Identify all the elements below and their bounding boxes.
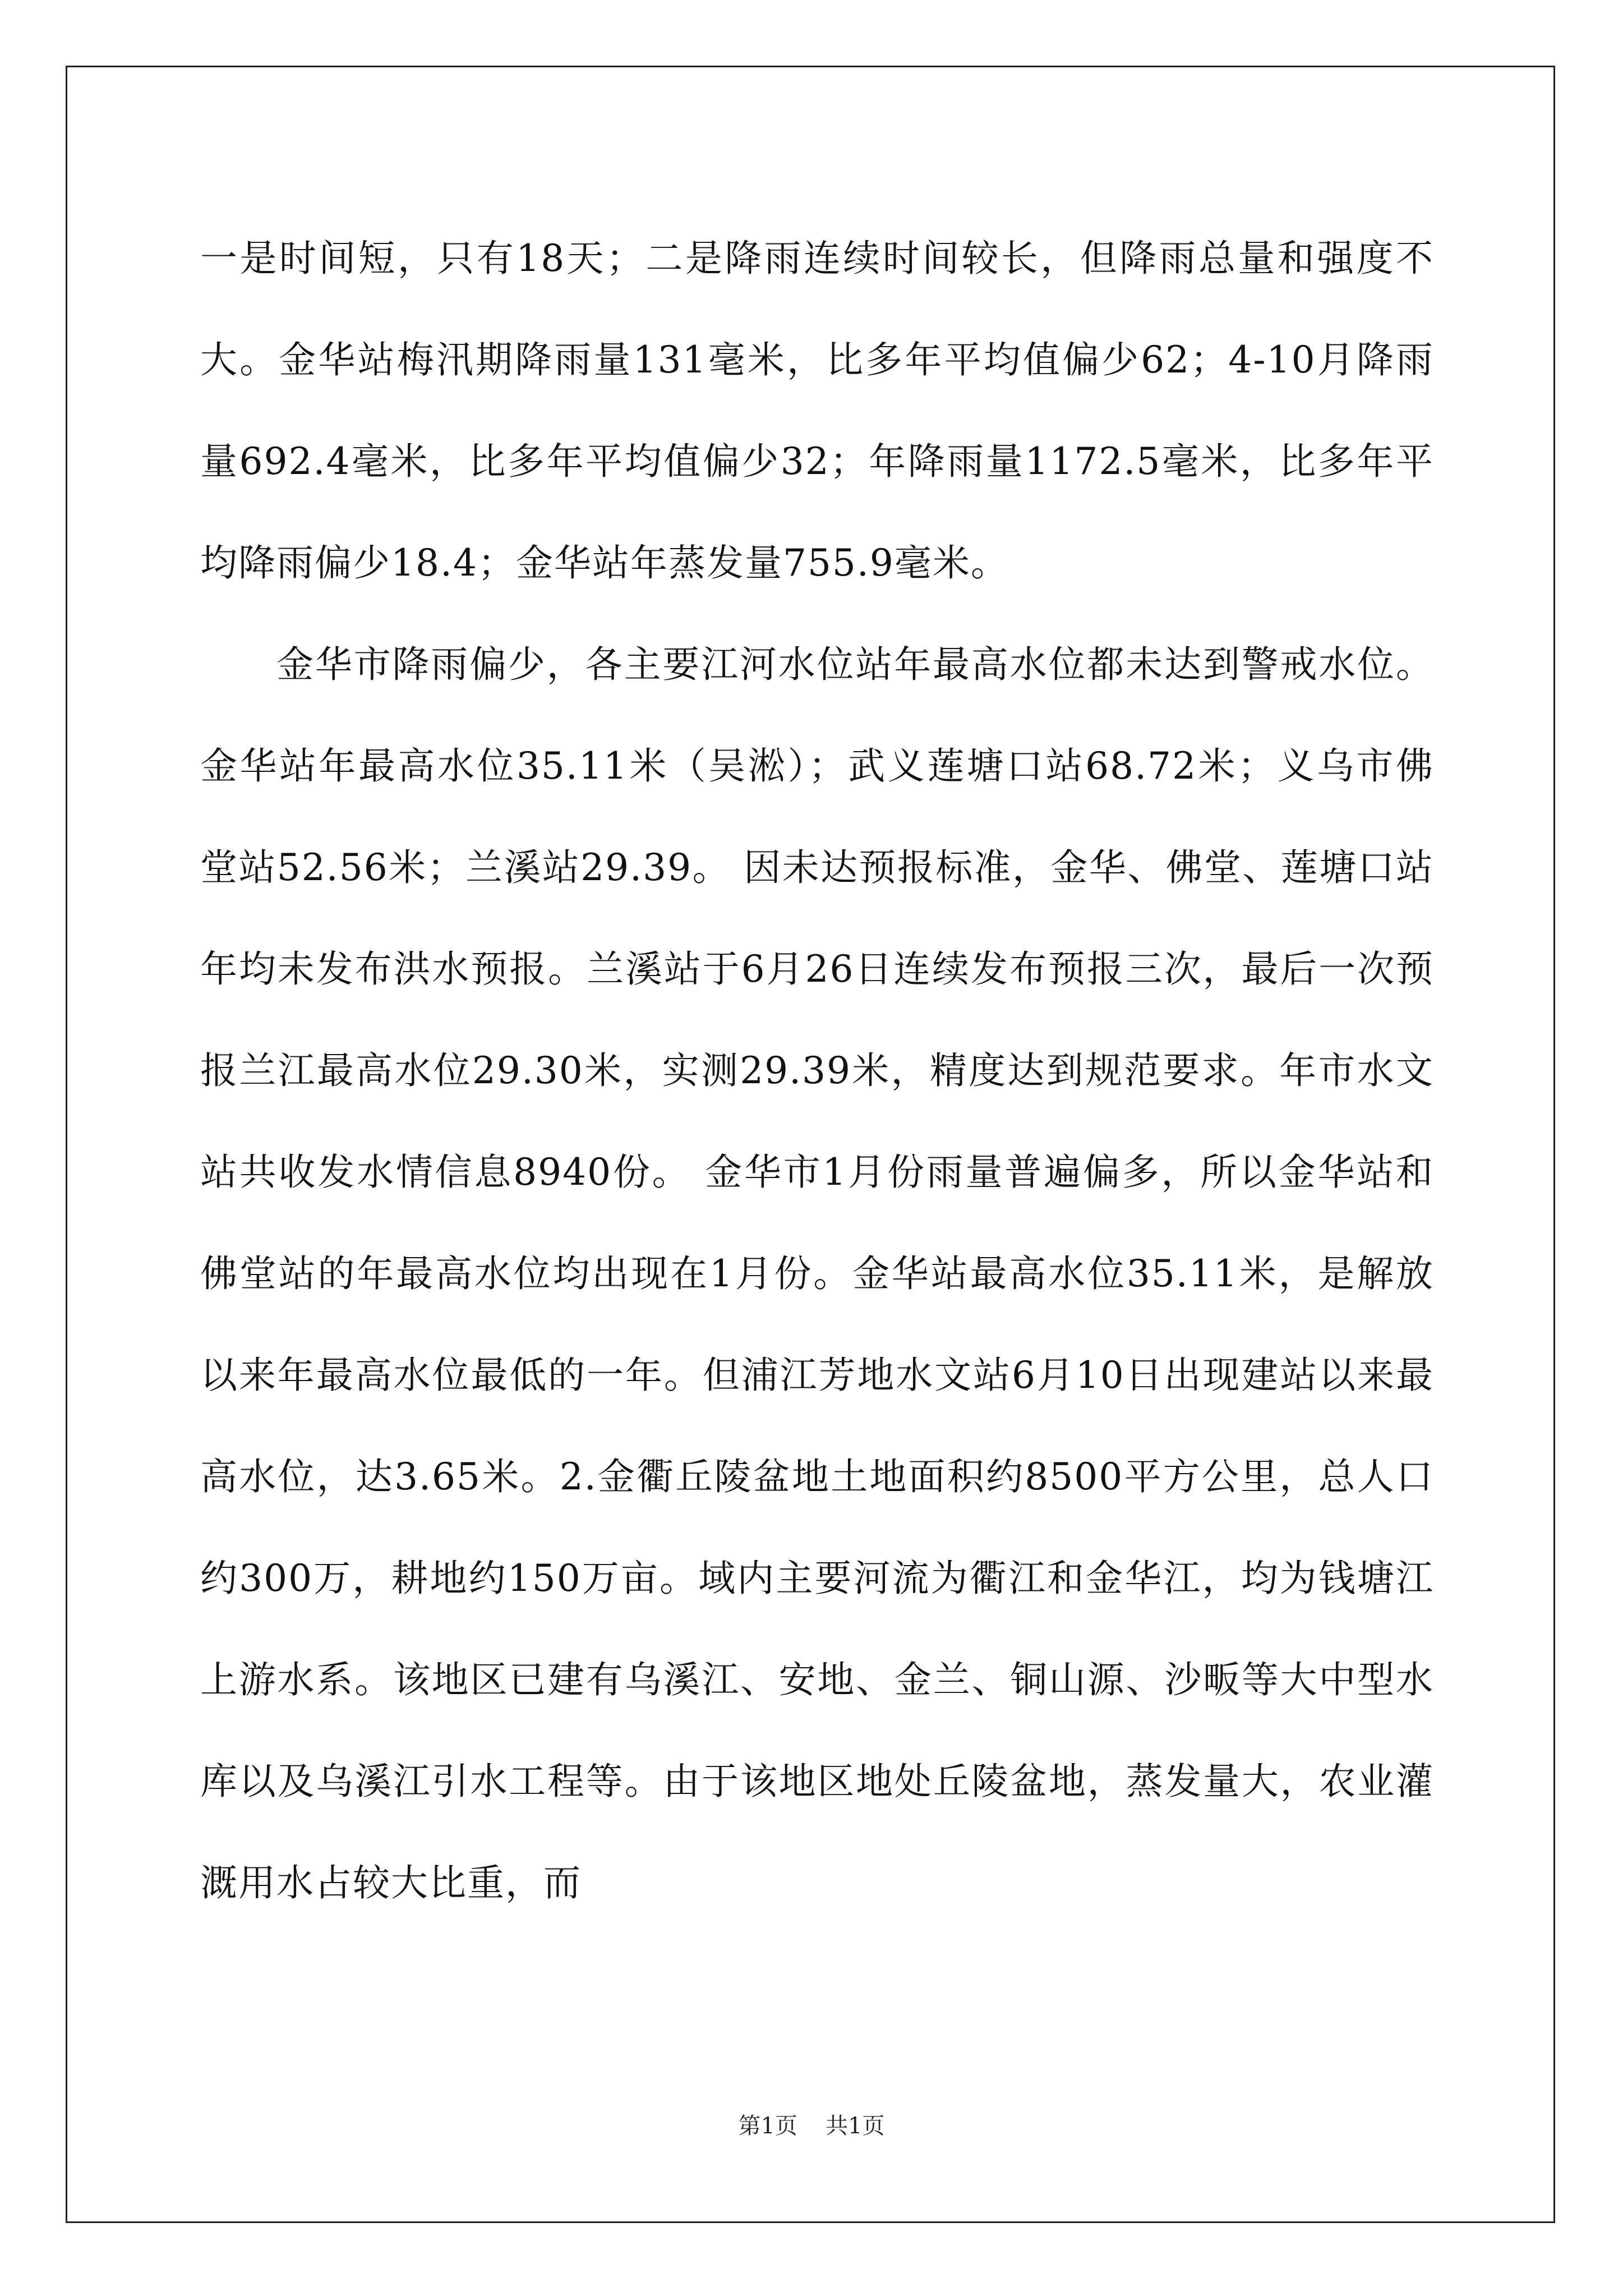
document-body xyxy=(200,208,1434,1934)
page-number: 第1页 xyxy=(738,2113,797,2139)
page-footer xyxy=(0,2109,1623,2143)
paragraph-2: 金华市降雨偏少，各主要江河水位站年最高水位都未达到警戒水位。金华站年最高水位35.11米（吴淞）；武义莲塘口站68.72米；义乌市佛堂站52.56米；兰溪站29.39。 因未达预报标准，金华、佛堂、莲塘口站年均未发布洪水预报。兰溪站于6月26日连续发布预报三次，最后一次预报兰江最高水位29.30米，实测29.39米，精度达到规范要求。年市水文站共收发水情信息8940份。 金华市1月份雨量普遍偏多，所以金华站和佛堂站的年最高水位均出现在1月份。金华站最高水位35.11米，是解放以来年最高水位最低的一年。但浦江芳地水文站6月10日出现建站以来最高水位，达3.65米。2.金衢丘陵盆地土地面积约8500平方公里，总人口约300万，耕地约150万亩。域内主要河流为衢江和金华江，均为钱塘江上游水系。该地区已建有乌溪江、安地、金兰、铜山源、沙畈等大中型水库以及乌溪江引水工程等。由于该地区地处丘陵盆地，蒸发量大，农业灌溉用水占较大比重，而 xyxy=(200,643,1434,1904)
paragraph-1: 一是时间短，只有18天；二是降雨连续时间较长，但降雨总量和强度不大。金华站梅汛期降雨量131毫米，比多年平均值偏少62；4-10月降雨量692.4毫米，比多年平均值偏少32；年降雨量1172.5毫米，比多年平均降雨偏少18.4；金华站年蒸发量755.9毫米。 xyxy=(200,237,1434,585)
page-total: 共1页 xyxy=(826,2113,885,2139)
